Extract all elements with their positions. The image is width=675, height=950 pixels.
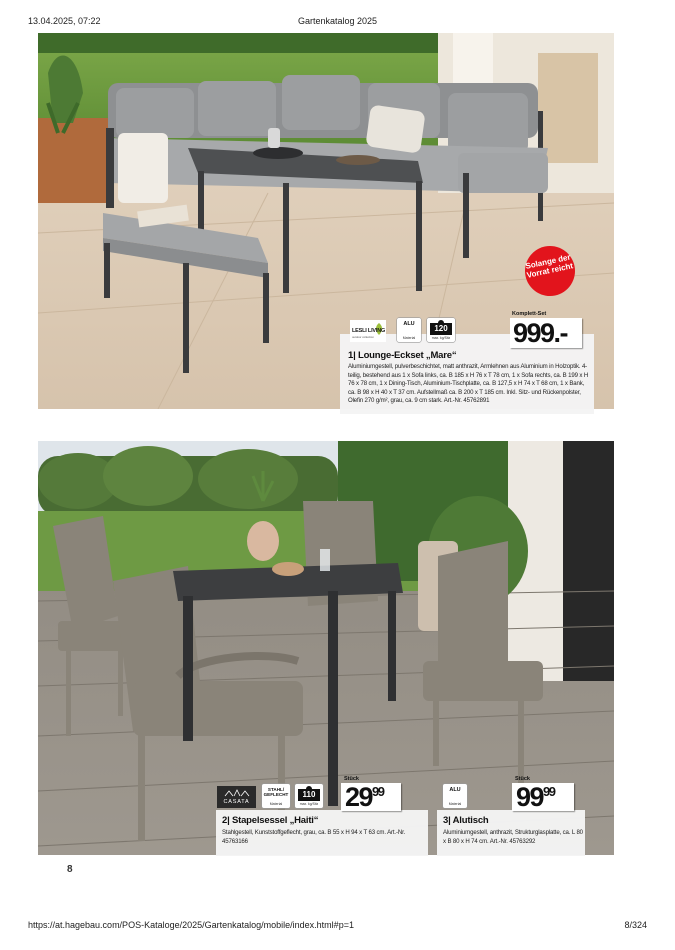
material-label: ALU	[449, 787, 461, 793]
brand-logo-lesli-living	[350, 320, 386, 342]
weight-unit: max. kg/Sitz	[299, 802, 319, 806]
price-label: Stück	[344, 776, 359, 782]
print-datetime: 13.04.2025, 07:22	[28, 16, 101, 26]
brand-name: LESLI LIVING	[352, 328, 386, 334]
weight-icon	[298, 789, 320, 801]
price-cents: 99	[543, 784, 555, 799]
material-badge-alu	[443, 784, 467, 808]
product-card-alu-table	[437, 810, 585, 856]
stamp-text: Solange der Vorrat reicht	[524, 252, 574, 280]
product-description: Stahlgestell, Kunststoffgeflecht, grau, ca. B 55 x H 94 x T 63 cm. Art.-Nr. 45763166	[222, 829, 406, 845]
weight-unit: max. kg/Sitz	[431, 336, 451, 340]
material-caption: Material	[269, 802, 283, 806]
price	[516, 784, 555, 811]
price-main: 29	[345, 782, 373, 812]
price-box	[512, 783, 574, 811]
weight-value: 110	[302, 790, 316, 799]
price-cents: 99	[372, 784, 384, 799]
material-label: STAHL/ GEFLECHT	[263, 787, 289, 797]
product-title: 3| Alutisch	[443, 815, 489, 826]
page-number: 8	[67, 864, 73, 875]
brand-logo-casata	[217, 786, 256, 808]
price-label: Komplett-Set	[512, 311, 547, 317]
print-page-count: 8/324	[624, 920, 647, 930]
material-badge-steel-wicker	[262, 784, 290, 808]
brand-name: CASATA	[223, 799, 250, 805]
max-weight-badge	[295, 784, 323, 808]
print-header	[28, 16, 647, 30]
price	[345, 784, 384, 811]
product-title: 2| Stapelsessel „Haiti“	[222, 815, 319, 826]
print-title: Gartenkatalog 2025	[297, 16, 378, 26]
print-url[interactable]: https://at.hagebau.com/POS-Kataloge/2025/Gartenkatalog/mobile/index.html#p=1	[28, 920, 354, 930]
price-main: 999.-	[513, 318, 568, 348]
price	[513, 320, 567, 347]
print-footer	[28, 920, 647, 934]
price-main: 99	[516, 782, 544, 812]
material-caption: Material	[448, 802, 462, 806]
product-description: Aluminiumgestell, anthrazit, Strukturglasplatte, ca. L 80 x B 80 x H 74 cm. Art.-Nr. 45763292	[443, 829, 583, 845]
material-label: ALU	[403, 321, 415, 327]
product-card-stacking-chair	[216, 810, 428, 856]
brand-subline: outdoor collection	[352, 335, 374, 339]
weight-value: 120	[434, 324, 448, 333]
casata-mark-icon	[217, 789, 256, 797]
material-badge-alu	[397, 318, 421, 342]
product-description: Aluminiumgestell, pulverbeschichtet, matt anthrazit, Armlehnen aus Aluminium in Holzoptik. 4-teilig, bestehend aus 1 x Sofa links, ca. B 185 x H 76 x T 78 cm, 1 x Sofa rechts, ca. B 199 x H 76 x 78 cm, 1 x Dining-Tisch, Aluminium-Tischplatte, ca. B 127,5 x H 74 x T 68 cm, 1 x Bank, ca. B 98 x H 40 x T 37 cm. Aufstellmaß ca. B 200 x T 185 cm. Inkl. Sitz- und Rückenpolster, Olefin 270 g/m², grau, ca. 9 cm stark. Art.-Nr. 45762891	[348, 363, 589, 405]
price-box	[341, 783, 401, 811]
weight-icon	[430, 323, 452, 335]
price-box	[510, 318, 582, 348]
material-caption: Material	[402, 336, 416, 340]
price-label: Stück	[515, 776, 530, 782]
max-weight-badge	[427, 318, 455, 342]
product-title: 1| Lounge-Eckset „Mare“	[348, 350, 457, 361]
